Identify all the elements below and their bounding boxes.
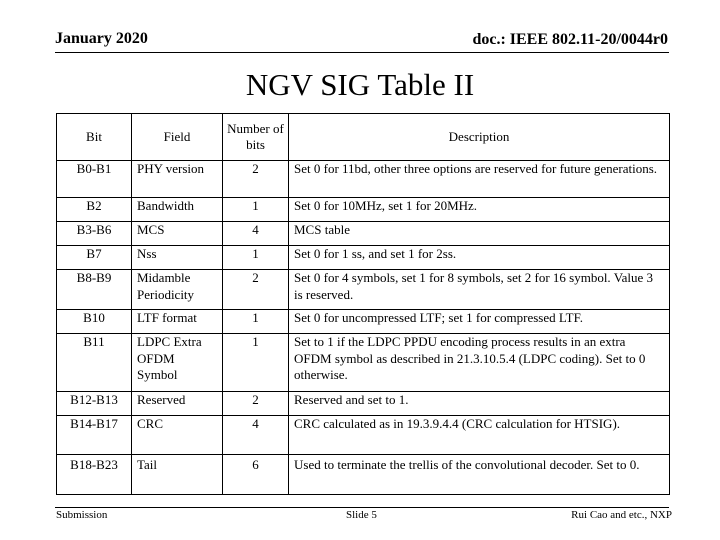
cell-description: Set 0 for 4 symbols, set 1 for 8 symbols, set 2 for 16 symbol. Value 3 is reserved. [289, 270, 670, 310]
cell-description: Reserved and set to 1. [289, 392, 670, 416]
cell-bit: B11 [57, 334, 132, 392]
cell-field: CRC [132, 416, 223, 455]
cell-bits: 1 [223, 246, 289, 270]
cell-field: PHY version [132, 161, 223, 198]
cell-bits: 1 [223, 198, 289, 222]
ngv-sig-table [56, 113, 670, 495]
cell-description: Set to 1 if the LDPC PPDU encoding process results in an extra OFDM symbol as described in 21.3.10.5.4 (LDPC coding). Set to 0 otherwise. [289, 334, 670, 392]
cell-field: MCS [132, 222, 223, 246]
cell-bit: B18-B23 [57, 455, 132, 495]
cell-field: Midamble Periodicity [132, 270, 223, 310]
footer-slide-number: Slide 5 [346, 509, 377, 521]
cell-field: Reserved [132, 392, 223, 416]
column-header-field: Field [132, 114, 223, 161]
table-row [57, 455, 670, 495]
cell-bit: B14-B17 [57, 416, 132, 455]
cell-bits: 1 [223, 334, 289, 392]
cell-bits: 4 [223, 222, 289, 246]
cell-bits: 6 [223, 455, 289, 495]
table-row [57, 416, 670, 455]
table-row [57, 310, 670, 334]
table-row [57, 392, 670, 416]
table-row [57, 161, 670, 198]
cell-description: CRC calculated as in 19.3.9.4.4 (CRC calculation for HTSIG). [289, 416, 670, 455]
footer-authors: Rui Cao and etc., NXP [571, 509, 672, 521]
cell-bits: 2 [223, 270, 289, 310]
cell-bits: 2 [223, 161, 289, 198]
cell-description: Set 0 for 10MHz, set 1 for 20MHz. [289, 198, 670, 222]
table-header-row [57, 114, 670, 161]
cell-bit: B3-B6 [57, 222, 132, 246]
table-row [57, 222, 670, 246]
cell-field: Nss [132, 246, 223, 270]
header-doc-id: doc.: IEEE 802.11-20/0044r0 [472, 31, 668, 48]
footer-submission: Submission [56, 509, 108, 521]
column-header-description: Description [289, 114, 670, 161]
column-header-number-of-bits: Number of bits [223, 114, 289, 161]
table-row [57, 198, 670, 222]
cell-bits: 2 [223, 392, 289, 416]
cell-field: LDPC Extra OFDM Symbol [132, 334, 223, 392]
cell-field: LTF format [132, 310, 223, 334]
cell-description: Set 0 for 1 ss, and set 1 for 2ss. [289, 246, 670, 270]
column-header-bit: Bit [57, 114, 132, 161]
cell-bits: 4 [223, 416, 289, 455]
table-row [57, 334, 670, 392]
cell-description: Used to terminate the trellis of the convolutional decoder. Set to 0. [289, 455, 670, 495]
header-date: January 2020 [55, 30, 148, 47]
table-row [57, 246, 670, 270]
cell-bits: 1 [223, 310, 289, 334]
cell-bit: B10 [57, 310, 132, 334]
slide-title: NGV SIG Table II [245, 67, 475, 102]
cell-bit: B2 [57, 198, 132, 222]
cell-bit: B7 [57, 246, 132, 270]
cell-field: Bandwidth [132, 198, 223, 222]
header-divider [55, 52, 669, 53]
cell-description: MCS table [289, 222, 670, 246]
cell-field: Tail [132, 455, 223, 495]
cell-description: Set 0 for uncompressed LTF; set 1 for compressed LTF. [289, 310, 670, 334]
cell-bit: B12-B13 [57, 392, 132, 416]
footer-divider [55, 507, 669, 508]
cell-bit: B0-B1 [57, 161, 132, 198]
cell-bit: B8-B9 [57, 270, 132, 310]
table-row [57, 270, 670, 310]
cell-description: Set 0 for 11bd, other three options are reserved for future generations. [289, 161, 670, 198]
